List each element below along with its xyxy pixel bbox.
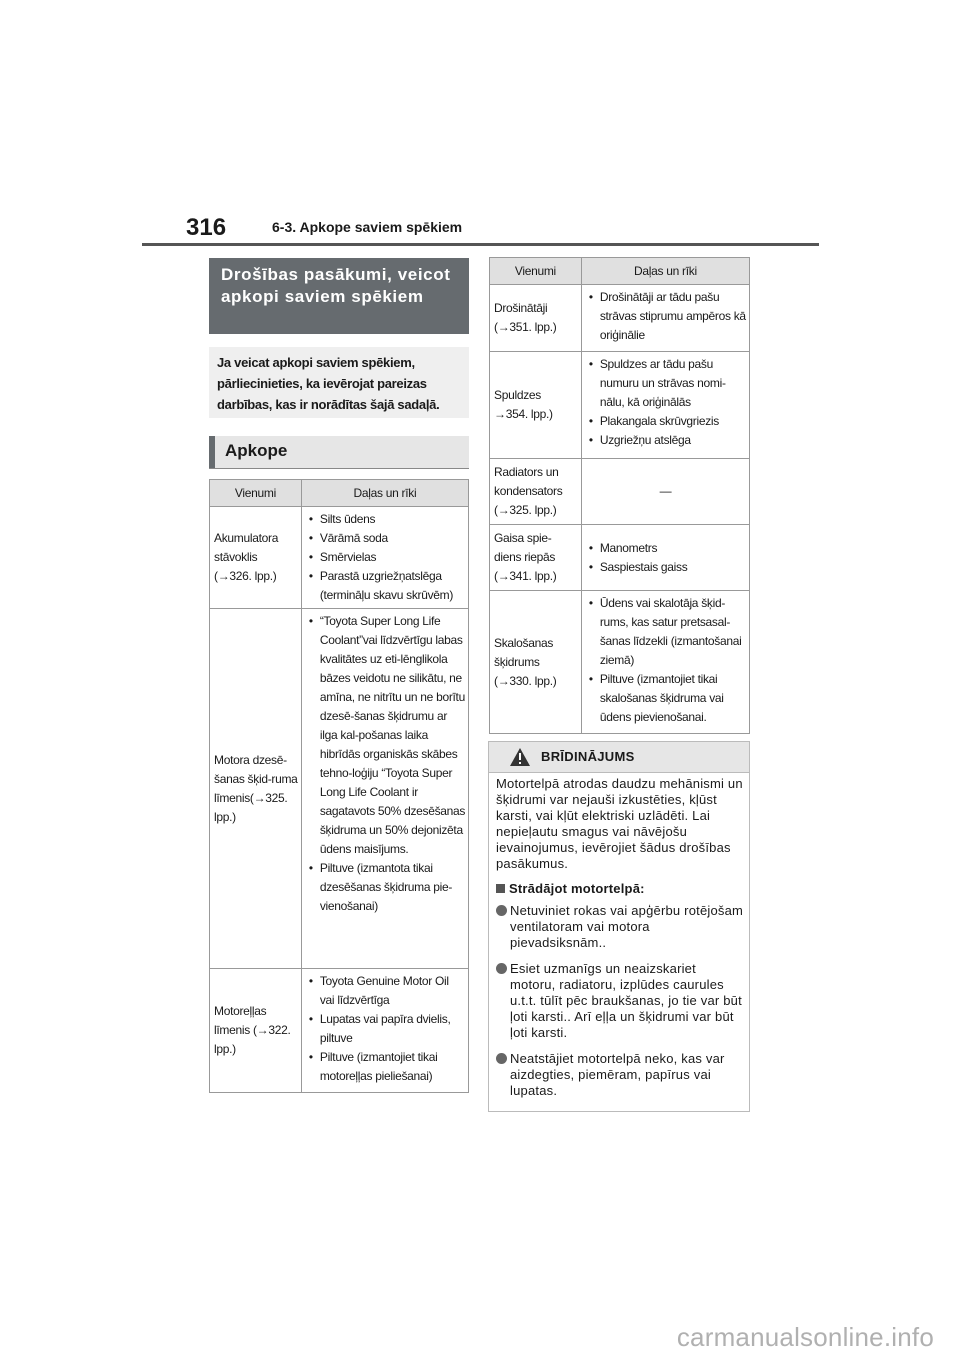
tools-cell xyxy=(581,525,749,591)
table-header-row xyxy=(490,258,750,285)
tool-item: • “Toyota Super Long Life Coolant”vai līdzvērtīgu labas kvalitātes uz eti-lēnglikola bāzes veidotu ne silikātu, ne amīna, ne nitrītu un ne borītu dzesē-šanas šķidrumu ar ilga kal-pošanas laika hibrīdās organiskās skābes tehno-loģiju “Toyota Super Long Life Coolant ir sagatavots 50% dzesēšanas šķidruma un 50% dejonizēta ūdens maisījums. xyxy=(304,612,466,859)
tool-item: • Silts ūdens xyxy=(304,510,466,529)
tool-item: • Manometrs xyxy=(584,539,747,558)
item-cell: Radiators un kondensators (→325. lpp.) xyxy=(490,459,582,525)
circle-bullet-icon xyxy=(496,905,507,916)
warning-header xyxy=(489,742,749,773)
tool-item: • Parastā uzgriežņatslēga (termināļu skavu skrūvēm) xyxy=(304,567,466,605)
maintenance-heading-rule xyxy=(209,468,469,469)
col-header-items: Vienumi xyxy=(490,258,582,285)
table-header-row xyxy=(210,480,469,507)
table-row xyxy=(490,591,750,734)
tools-cell xyxy=(301,969,468,1093)
maintenance-heading: Apkope xyxy=(209,436,469,468)
circle-bullet-icon xyxy=(496,1053,507,1064)
item-cell: Akumulatora stāvoklis (→326. lpp.) xyxy=(210,507,302,609)
table-row xyxy=(490,285,750,352)
item-cell: Spuldzes →354. lpp.) xyxy=(490,352,582,459)
tool-item: • Spuldzes ar tādu pašu numuru un strāvas nomi-nālu, kā oriģinālās xyxy=(584,355,747,412)
tool-item: • Piltuve (izmantota tikai dzesēšanas šķidruma pie-vienošanai) xyxy=(304,859,466,916)
tools-cell-empty: — xyxy=(581,459,749,525)
tools-cell xyxy=(581,285,749,352)
warning-title: BRĪDINĀJUMS xyxy=(541,749,635,764)
square-bullet-icon xyxy=(496,884,505,893)
header-divider xyxy=(142,243,819,246)
maintenance-table-left xyxy=(209,479,469,1093)
warning-triangle-icon xyxy=(509,747,531,772)
warning-bullet xyxy=(496,1051,744,1099)
tool-item: • Smērvielas xyxy=(304,548,466,567)
warning-subheading-text: Strādājot motortelpā: xyxy=(509,881,645,896)
warning-body xyxy=(496,776,744,1109)
table-row xyxy=(210,507,469,609)
tool-item: • Piltuve (izmantojiet tikai skalošanas šķidruma vai ūdens pievienošanai. xyxy=(584,670,747,727)
table-row xyxy=(210,969,469,1093)
tool-item: • Lupatas vai papīra dvielis, piltuve xyxy=(304,1010,466,1048)
tool-item: • Drošinātāji ar tādu pašu strāvas stiprumu ampēros kā oriģinālie xyxy=(584,288,747,345)
tool-item: • Piltuve (izmantojiet tikai motoreļļas pieliešanai) xyxy=(304,1048,466,1086)
section-title: 6-3. Apkope saviem spēkiem xyxy=(272,219,463,235)
table-row xyxy=(210,609,469,969)
item-cell: Drošinātāji (→351. lpp.) xyxy=(490,285,582,352)
tool-item: • Uzgriežņu atslēga xyxy=(584,431,747,450)
circle-bullet-icon xyxy=(496,963,507,974)
tools-cell xyxy=(581,352,749,459)
page-number: 316 xyxy=(186,214,227,241)
table-row xyxy=(490,459,750,525)
warning-bullet-text: Esiet uzmanīgs un neaizskariet motoru, radiatoru, izplūdes caurules u.t.t. tūlīt pēc braukšanas, jo tie var būt ļoti karsti.. Arī eļļa un šķidrumi var būt ļoti karsti. xyxy=(510,961,742,1040)
item-cell: Motora dzesē-šanas šķid-ruma līmenis(→325. lpp.) xyxy=(210,609,302,969)
tool-item: • Plakangala skrūvgriezis xyxy=(584,412,747,431)
safety-intro: Ja veicat apkopi saviem spēkiem, pārliecinieties, ka ievērojat pareizas darbības, kas ir norādītas šajā sadaļā. xyxy=(209,347,469,418)
tool-item: • Toyota Genuine Motor Oil vai līdzvērtīga xyxy=(304,972,466,1010)
item-cell: Skalošanas šķidrums (→330. lpp.) xyxy=(490,591,582,734)
table-row xyxy=(490,525,750,591)
warning-bullet xyxy=(496,961,744,1041)
tool-item: • Ūdens vai skalotāja šķid-rums, kas satur pretsasal-šanas līdzekli (izmantošanai ziemā) xyxy=(584,594,747,670)
col-header-tools: Daļas un rīki xyxy=(301,480,468,507)
warning-bullet-text: Netuviniet rokas vai apģērbu rotējošam ventilatoram vai motora pievadsiksnām.. xyxy=(510,903,744,950)
watermark: carmanualsonline.info xyxy=(676,1322,934,1352)
tools-cell xyxy=(581,591,749,734)
item-cell: Motoreļļas līmenis (→322. lpp.) xyxy=(210,969,302,1093)
col-header-items: Vienumi xyxy=(210,480,302,507)
warning-box xyxy=(488,741,750,1112)
tools-cell xyxy=(301,609,468,969)
warning-subheading xyxy=(496,881,744,897)
warning-intro: Motortelpā atrodas daudzu mehānismi un šķidrumi var nejauši izkustēties, kļūst karsti, vai kļūt elektriski uzlādēti. Lai nepieļautu smagus vai nāvējošu ievainojumus, ievērojiet šādus drošības pasākumus. xyxy=(496,776,743,871)
safety-heading: Drošības pasākumi, veicot apkopi saviem spēkiem xyxy=(209,258,469,334)
tool-item: • Saspiestais gaiss xyxy=(584,558,747,577)
item-cell: Gaisa spie-diens riepās (→341. lpp.) xyxy=(490,525,582,591)
col-header-tools: Daļas un rīki xyxy=(581,258,749,285)
warning-bullet xyxy=(496,903,744,951)
tools-cell xyxy=(301,507,468,609)
table-row xyxy=(490,352,750,459)
maintenance-table-right xyxy=(489,257,750,734)
warning-bullet-text: Neatstājiet motortelpā neko, kas var aizdegties, piemēram, papīrus vai lupatas. xyxy=(510,1051,725,1098)
tool-item: • Vārāmā soda xyxy=(304,529,466,548)
